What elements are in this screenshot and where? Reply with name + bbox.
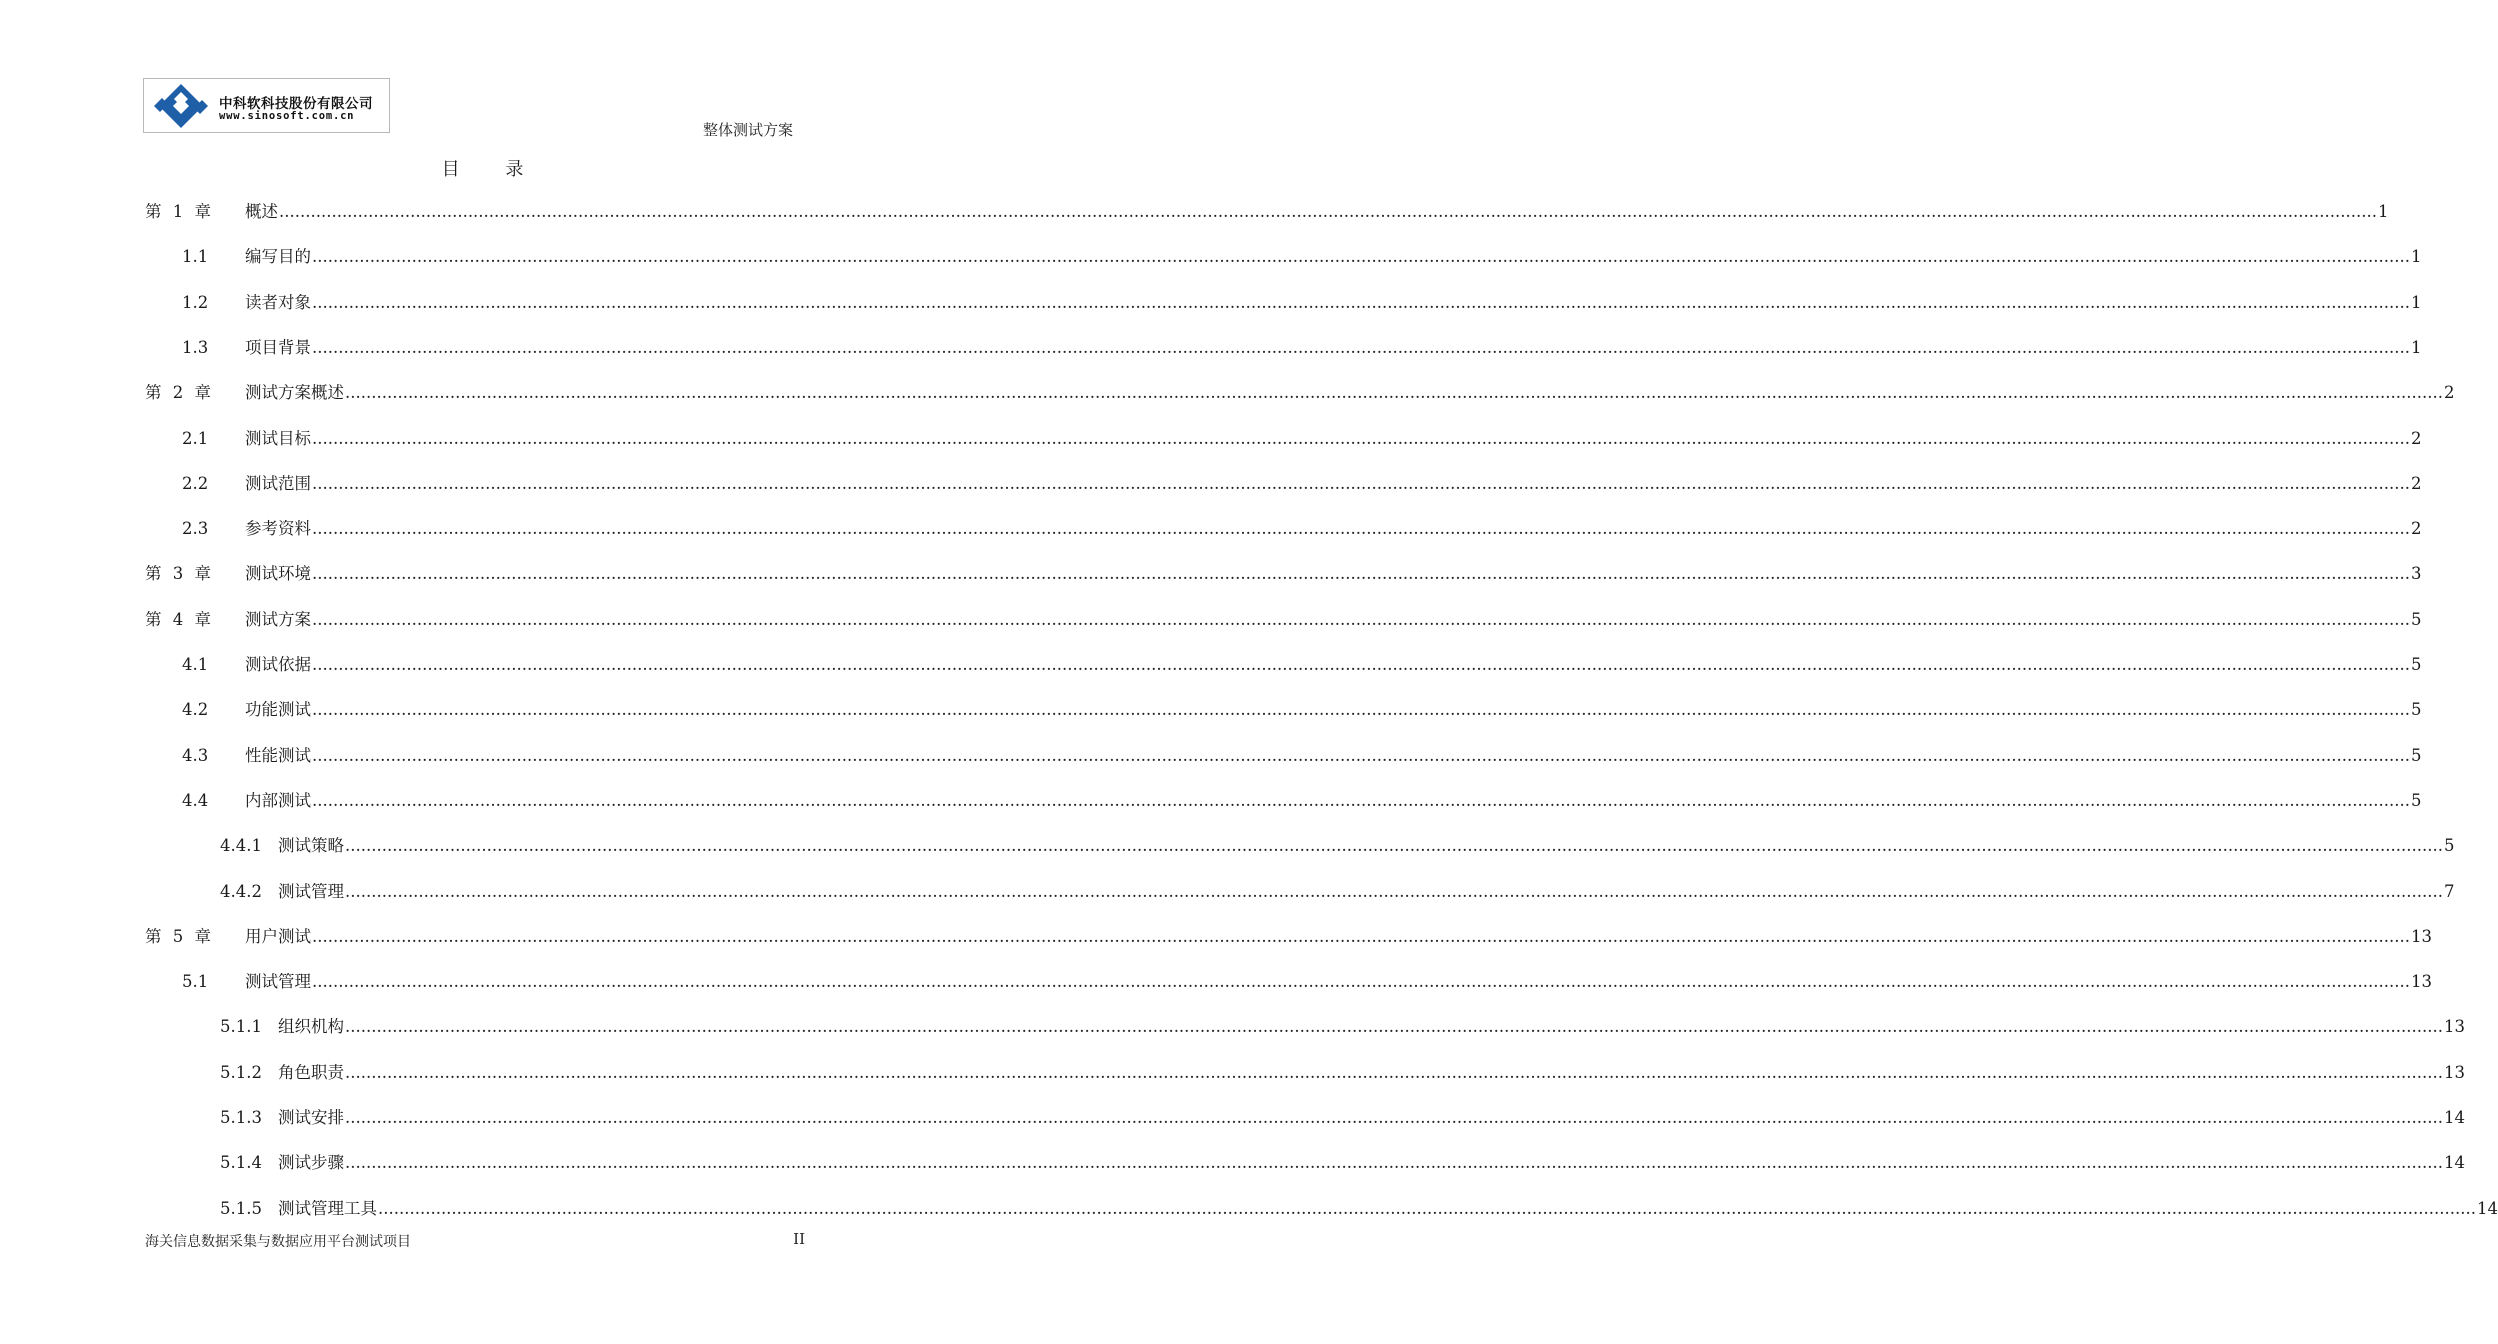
toc-entry-title: 参考资料 <box>245 519 311 538</box>
toc-dot-leader: ................................................................................................................................................................................................................................................................................................................................................................................................................ <box>312 972 2410 991</box>
toc-entry[interactable] <box>0 516 2422 542</box>
toc-entry-title: 功能测试 <box>245 700 311 719</box>
toc-entry[interactable] <box>0 607 2422 633</box>
toc-entry-number: 第 4 章 <box>145 610 214 629</box>
toc-entry-page: 13 <box>2443 1063 2465 1082</box>
toc-entry-title: 用户测试 <box>245 927 311 946</box>
toc-dot-leader: ................................................................................................................................................................................................................................................................................................................................................................................................................ <box>312 247 2410 266</box>
toc-dot-leader: ................................................................................................................................................................................................................................................................................................................................................................................................................ <box>345 882 2443 901</box>
toc-entry-page: 14 <box>2476 1199 2498 1218</box>
company-name-cn: 中科软科技股份有限公司 <box>219 96 373 112</box>
toc-entry-number: 4.4.2 <box>220 882 262 901</box>
toc-dot-leader: ................................................................................................................................................................................................................................................................................................................................................................................................................ <box>312 700 2410 719</box>
toc-entry-title: 测试依据 <box>245 655 311 674</box>
toc-dot-leader: ................................................................................................................................................................................................................................................................................................................................................................................................................ <box>345 1108 2443 1127</box>
toc-entry-title: 概述 <box>245 202 278 221</box>
toc-dot-leader: ................................................................................................................................................................................................................................................................................................................................................................................................................ <box>312 746 2410 765</box>
toc-entry-title: 测试方案 <box>245 610 311 629</box>
toc-entry-line <box>278 1105 2465 1131</box>
toc-entry-page: 13 <box>2410 927 2432 946</box>
toc-entry-title: 测试方案概述 <box>245 383 344 402</box>
toc-dot-leader: ................................................................................................................................................................................................................................................................................................................................................................................................................ <box>279 202 2377 221</box>
toc-entry[interactable] <box>0 290 2422 316</box>
toc-dot-leader: ................................................................................................................................................................................................................................................................................................................................................................................................................ <box>312 791 2410 810</box>
toc-entry-number: 5.1.5 <box>220 1199 262 1218</box>
toc-entry-number: 4.1 <box>182 655 209 674</box>
toc-entry[interactable] <box>0 244 2422 270</box>
toc-entry-line <box>245 743 2422 769</box>
toc-entry-line <box>245 426 2422 452</box>
toc-entry-line <box>278 1196 2498 1222</box>
toc-entry-title: 测试安排 <box>278 1108 344 1127</box>
footer-page-number: II <box>793 1230 805 1248</box>
toc-dot-leader: ................................................................................................................................................................................................................................................................................................................................................................................................................ <box>312 474 2410 493</box>
toc-entry-page: 13 <box>2443 1017 2465 1036</box>
toc-entry-title: 测试管理 <box>278 882 344 901</box>
toc-entry-page: 7 <box>2443 882 2455 901</box>
toc-entry-line <box>245 290 2422 316</box>
toc-dot-leader: ................................................................................................................................................................................................................................................................................................................................................................................................................ <box>312 927 2410 946</box>
toc-entry-page: 2 <box>2410 519 2422 538</box>
toc-entry-title: 测试策略 <box>278 836 344 855</box>
toc-entry-line <box>278 833 2455 859</box>
toc-dot-leader: ................................................................................................................................................................................................................................................................................................................................................................................................................ <box>312 338 2410 357</box>
toc-entry-number: 第 2 章 <box>145 383 214 402</box>
toc-entry-title: 性能测试 <box>245 746 311 765</box>
toc-entry-line <box>278 1150 2465 1176</box>
toc-entry-number: 第 3 章 <box>145 564 214 583</box>
toc-entry-page: 1 <box>2410 247 2422 266</box>
toc-dot-leader: ................................................................................................................................................................................................................................................................................................................................................................................................................ <box>312 429 2410 448</box>
toc-entry-title: 测试目标 <box>245 429 311 448</box>
toc-entry-page: 5 <box>2410 791 2422 810</box>
toc-entry-line <box>245 199 2389 225</box>
toc-entry-line <box>245 516 2422 542</box>
toc-entry[interactable] <box>0 1014 2465 1040</box>
toc-entry-page: 1 <box>2410 338 2422 357</box>
toc-entry-number: 4.2 <box>182 700 209 719</box>
toc-entry-line <box>245 969 2432 995</box>
toc-entry[interactable] <box>0 199 2389 225</box>
toc-entry-number: 5.1 <box>182 972 209 991</box>
toc-dot-leader: ................................................................................................................................................................................................................................................................................................................................................................................................................ <box>378 1199 2476 1218</box>
toc-entry[interactable] <box>0 561 2422 587</box>
toc-entry-number: 5.1.2 <box>220 1063 262 1082</box>
toc-entry-line <box>245 471 2422 497</box>
toc-entry-title: 内部测试 <box>245 791 311 810</box>
toc-entry-number: 2.1 <box>182 429 209 448</box>
toc-dot-leader: ................................................................................................................................................................................................................................................................................................................................................................................................................ <box>312 610 2410 629</box>
toc-entry-number: 5.1.1 <box>220 1017 262 1036</box>
toc-entry[interactable] <box>0 652 2422 678</box>
toc-entry-page: 1 <box>2410 293 2422 312</box>
toc-entry-number: 2.2 <box>182 474 209 493</box>
toc-entry-number: 2.3 <box>182 519 209 538</box>
document-header-title: 整体测试方案 <box>702 121 793 139</box>
toc-entry-number: 1.1 <box>182 247 209 266</box>
toc-entry-title: 组织机构 <box>278 1017 344 1036</box>
toc-entry[interactable] <box>0 697 2422 723</box>
toc-entry[interactable] <box>0 1060 2465 1086</box>
toc-entry-line <box>278 1060 2465 1086</box>
toc-entry-number: 4.3 <box>182 746 209 765</box>
toc-entry-line <box>245 561 2422 587</box>
toc-dot-leader: ................................................................................................................................................................................................................................................................................................................................................................................................................ <box>345 1017 2443 1036</box>
toc-entry[interactable] <box>0 471 2422 497</box>
toc-entry[interactable] <box>0 1150 2465 1176</box>
toc-entry-number: 1.3 <box>182 338 209 357</box>
toc-dot-leader: ................................................................................................................................................................................................................................................................................................................................................................................................................ <box>345 383 2443 402</box>
toc-entry-line <box>245 788 2422 814</box>
toc-entry-title: 读者对象 <box>245 293 311 312</box>
toc-entry[interactable] <box>0 743 2422 769</box>
toc-entry-line <box>245 244 2422 270</box>
toc-entry[interactable] <box>0 924 2432 950</box>
footer-project-name: 海关信息数据采集与数据应用平台测试项目 <box>145 1234 411 1250</box>
toc-entry[interactable] <box>0 833 2455 859</box>
toc-entry-page: 1 <box>2377 202 2389 221</box>
toc-entry-page: 5 <box>2443 836 2455 855</box>
toc-entry-page: 5 <box>2410 746 2422 765</box>
toc-entry-number: 第 1 章 <box>145 202 214 221</box>
toc-entry-page: 2 <box>2443 383 2455 402</box>
toc-entry-page: 5 <box>2410 700 2422 719</box>
toc-dot-leader: ................................................................................................................................................................................................................................................................................................................................................................................................................ <box>345 1063 2443 1082</box>
toc-entry-title: 项目背景 <box>245 338 311 357</box>
toc-entry-page: 2 <box>2410 474 2422 493</box>
toc-entry-page: 14 <box>2443 1108 2465 1127</box>
toc-entry-page: 2 <box>2410 429 2422 448</box>
toc-dot-leader: ................................................................................................................................................................................................................................................................................................................................................................................................................ <box>345 1153 2443 1172</box>
toc-entry-line <box>278 1014 2465 1040</box>
toc-entry-line <box>278 879 2455 905</box>
toc-dot-leader: ................................................................................................................................................................................................................................................................................................................................................................................................................ <box>312 293 2410 312</box>
toc-entry[interactable] <box>0 1105 2465 1131</box>
toc-entry-number: 4.4.1 <box>220 836 262 855</box>
toc-entry-title: 测试步骤 <box>278 1153 344 1172</box>
toc-entry-page: 3 <box>2410 564 2422 583</box>
toc-entry-line <box>245 380 2455 406</box>
toc-entry-number: 4.4 <box>182 791 209 810</box>
toc-dot-leader: ................................................................................................................................................................................................................................................................................................................................................................................................................ <box>312 519 2410 538</box>
toc-entry-line <box>245 335 2422 361</box>
toc-entry[interactable] <box>0 969 2432 995</box>
toc-entry-line <box>245 652 2422 678</box>
toc-entry-title: 测试环境 <box>245 564 311 583</box>
toc-entry-page: 13 <box>2410 972 2432 991</box>
toc-entry-title: 测试范围 <box>245 474 311 493</box>
toc-entry-number: 1.2 <box>182 293 209 312</box>
toc-entry-line <box>245 697 2422 723</box>
company-website: www.sinosoft.com.cn <box>219 110 355 122</box>
toc-entry-line <box>245 924 2432 950</box>
toc-entry-title: 测试管理工具 <box>278 1199 377 1218</box>
toc-entry-page: 5 <box>2410 655 2422 674</box>
toc-dot-leader: ................................................................................................................................................................................................................................................................................................................................................................................................................ <box>345 836 2443 855</box>
toc-entry[interactable] <box>0 788 2422 814</box>
toc-entry[interactable] <box>0 380 2455 406</box>
toc-entry[interactable] <box>0 335 2422 361</box>
toc-dot-leader: ................................................................................................................................................................................................................................................................................................................................................................................................................ <box>312 655 2410 674</box>
toc-entry-page: 14 <box>2443 1153 2465 1172</box>
toc-entry-title: 角色职责 <box>278 1063 344 1082</box>
toc-entry-number: 5.1.3 <box>220 1108 262 1127</box>
toc-entry-number: 第 5 章 <box>145 927 214 946</box>
toc-entry[interactable] <box>0 1196 2498 1222</box>
toc-entry-title: 测试管理 <box>245 972 311 991</box>
toc-heading: 目 录 <box>441 159 544 180</box>
toc-entry-number: 5.1.4 <box>220 1153 262 1172</box>
toc-entry-page: 5 <box>2410 610 2422 629</box>
toc-entry-line <box>245 607 2422 633</box>
toc-dot-leader: ................................................................................................................................................................................................................................................................................................................................................................................................................ <box>312 564 2410 583</box>
toc-entry[interactable] <box>0 426 2422 452</box>
toc-entry[interactable] <box>0 879 2455 905</box>
toc-entry-title: 编写目的 <box>245 247 311 266</box>
